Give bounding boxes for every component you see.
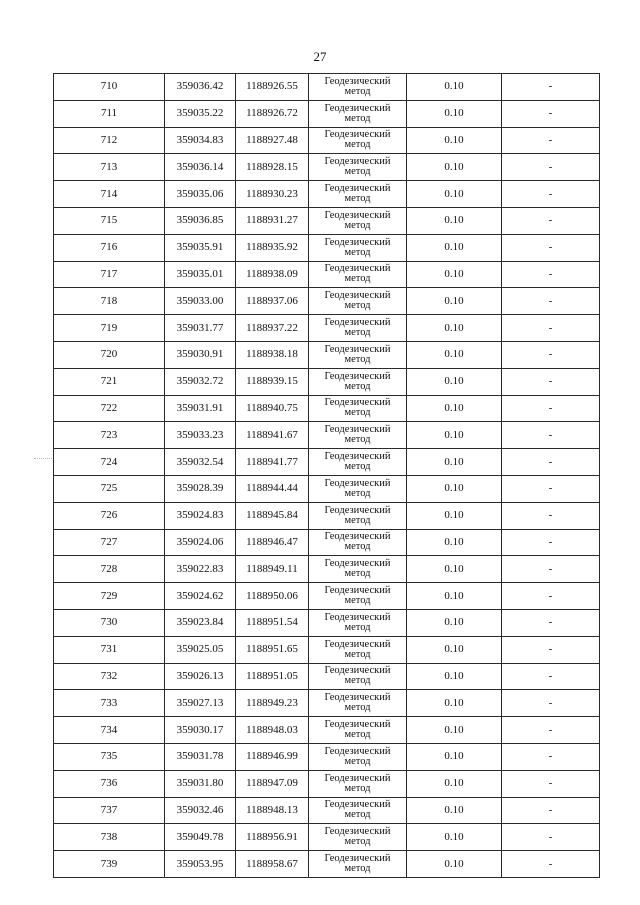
- method-line-2: метод: [344, 648, 371, 660]
- method-line-1: Геодезический: [324, 558, 391, 570]
- accuracy-cell: 0.10: [407, 797, 502, 824]
- method-cell: [309, 636, 407, 663]
- note-cell: -: [502, 502, 600, 529]
- note-cell: -: [502, 556, 600, 583]
- y-coordinate-cell: 1188937.06: [236, 288, 309, 315]
- x-coordinate-cell: 359035.06: [165, 181, 236, 208]
- table-row: [54, 288, 600, 315]
- accuracy-cell: 0.10: [407, 529, 502, 556]
- method-cell: [309, 824, 407, 851]
- method-line-2: метод: [344, 675, 371, 687]
- table-body: [54, 74, 600, 878]
- y-coordinate-cell: 1188926.72: [236, 100, 309, 127]
- point-number-cell: 737: [54, 797, 165, 824]
- table-row: [54, 368, 600, 395]
- accuracy-cell: 0.10: [407, 636, 502, 663]
- method-line-2: метод: [344, 836, 371, 848]
- method-line-2: метод: [344, 487, 371, 499]
- x-coordinate-cell: 359024.62: [165, 583, 236, 610]
- x-coordinate-cell: 359036.85: [165, 207, 236, 234]
- table-row: [54, 100, 600, 127]
- y-coordinate-cell: 1188944.44: [236, 475, 309, 502]
- y-coordinate-cell: 1188938.09: [236, 261, 309, 288]
- method-line-2: метод: [344, 702, 371, 714]
- point-number-cell: 733: [54, 690, 165, 717]
- accuracy-cell: 0.10: [407, 341, 502, 368]
- table-row: [54, 395, 600, 422]
- accuracy-cell: 0.10: [407, 127, 502, 154]
- method-line-2: метод: [344, 246, 371, 258]
- note-cell: -: [502, 234, 600, 261]
- y-coordinate-cell: 1188926.55: [236, 74, 309, 101]
- note-cell: -: [502, 824, 600, 851]
- table-row: [54, 851, 600, 878]
- method-cell: [309, 154, 407, 181]
- point-number-cell: 710: [54, 74, 165, 101]
- table-row: [54, 663, 600, 690]
- method-line-2: метод: [344, 380, 371, 392]
- note-cell: -: [502, 395, 600, 422]
- point-number-cell: 711: [54, 100, 165, 127]
- method-line-1: Геодезический: [324, 585, 391, 597]
- method-line-1: Геодезический: [324, 209, 391, 221]
- point-number-cell: 738: [54, 824, 165, 851]
- accuracy-cell: 0.10: [407, 609, 502, 636]
- note-cell: -: [502, 315, 600, 342]
- accuracy-cell: 0.10: [407, 288, 502, 315]
- y-coordinate-cell: 1188939.15: [236, 368, 309, 395]
- x-coordinate-cell: 359053.95: [165, 851, 236, 878]
- y-coordinate-cell: 1188941.77: [236, 449, 309, 476]
- accuracy-cell: 0.10: [407, 475, 502, 502]
- point-number-cell: 713: [54, 154, 165, 181]
- table-row: [54, 717, 600, 744]
- method-cell: [309, 663, 407, 690]
- method-line-2: метод: [344, 112, 371, 124]
- method-line-2: метод: [344, 407, 371, 419]
- method-cell: [309, 422, 407, 449]
- note-cell: -: [502, 663, 600, 690]
- accuracy-cell: 0.10: [407, 851, 502, 878]
- method-line-1: Геодезический: [324, 853, 391, 864]
- method-cell: [309, 690, 407, 717]
- method-line-2: метод: [344, 219, 371, 231]
- note-cell: -: [502, 127, 600, 154]
- note-cell: -: [502, 154, 600, 181]
- accuracy-cell: 0.10: [407, 261, 502, 288]
- x-coordinate-cell: 359028.39: [165, 475, 236, 502]
- y-coordinate-cell: 1188945.84: [236, 502, 309, 529]
- method-line-2: метод: [344, 166, 371, 178]
- x-coordinate-cell: 359036.42: [165, 74, 236, 101]
- method-line-1: Геодезический: [324, 370, 391, 382]
- y-coordinate-cell: 1188941.67: [236, 422, 309, 449]
- method-line-1: Геодезический: [324, 719, 391, 731]
- point-number-cell: 728: [54, 556, 165, 583]
- accuracy-cell: 0.10: [407, 449, 502, 476]
- method-line-1: Геодезический: [324, 183, 391, 195]
- y-coordinate-cell: 1188947.09: [236, 770, 309, 797]
- method-line-2: метод: [344, 595, 371, 607]
- note-cell: -: [502, 207, 600, 234]
- point-number-cell: 714: [54, 181, 165, 208]
- method-cell: [309, 743, 407, 770]
- method-cell: [309, 100, 407, 127]
- method-cell: [309, 127, 407, 154]
- method-line-1: Геодезический: [324, 75, 391, 87]
- x-coordinate-cell: 359024.06: [165, 529, 236, 556]
- accuracy-cell: 0.10: [407, 583, 502, 610]
- point-number-cell: 722: [54, 395, 165, 422]
- point-number-cell: 734: [54, 717, 165, 744]
- method-line-1: Геодезический: [324, 665, 391, 677]
- method-line-1: Геодезический: [324, 236, 391, 248]
- accuracy-cell: 0.10: [407, 234, 502, 261]
- method-cell: [309, 717, 407, 744]
- point-number-cell: 724: [54, 449, 165, 476]
- accuracy-cell: 0.10: [407, 690, 502, 717]
- method-line-2: метод: [344, 85, 371, 97]
- method-cell: [309, 341, 407, 368]
- y-coordinate-cell: 1188948.13: [236, 797, 309, 824]
- method-line-1: Геодезический: [324, 263, 391, 275]
- method-line-2: метод: [344, 353, 371, 365]
- accuracy-cell: 0.10: [407, 717, 502, 744]
- accuracy-cell: 0.10: [407, 770, 502, 797]
- x-coordinate-cell: 359032.72: [165, 368, 236, 395]
- x-coordinate-cell: 359031.77: [165, 315, 236, 342]
- point-number-cell: 730: [54, 609, 165, 636]
- method-cell: [309, 583, 407, 610]
- note-cell: -: [502, 475, 600, 502]
- table-row: [54, 609, 600, 636]
- accuracy-cell: 0.10: [407, 154, 502, 181]
- method-line-1: Геодезический: [324, 772, 391, 784]
- point-number-cell: 739: [54, 851, 165, 878]
- method-line-1: Геодезический: [324, 102, 391, 114]
- method-cell: [309, 315, 407, 342]
- method-cell: [309, 609, 407, 636]
- x-coordinate-cell: 359033.23: [165, 422, 236, 449]
- table-row: [54, 181, 600, 208]
- y-coordinate-cell: 1188937.22: [236, 315, 309, 342]
- accuracy-cell: 0.10: [407, 422, 502, 449]
- x-coordinate-cell: 359036.14: [165, 154, 236, 181]
- point-number-cell: 718: [54, 288, 165, 315]
- method-cell: [309, 770, 407, 797]
- accuracy-cell: 0.10: [407, 395, 502, 422]
- accuracy-cell: 0.10: [407, 74, 502, 101]
- scan-artifact: [34, 458, 52, 459]
- method-line-2: метод: [344, 461, 371, 473]
- table-row: [54, 154, 600, 181]
- point-number-cell: 727: [54, 529, 165, 556]
- accuracy-cell: 0.10: [407, 502, 502, 529]
- x-coordinate-cell: 359026.13: [165, 663, 236, 690]
- note-cell: -: [502, 636, 600, 663]
- method-line-2: метод: [344, 273, 371, 285]
- note-cell: -: [502, 583, 600, 610]
- method-line-1: Геодезический: [324, 156, 391, 168]
- y-coordinate-cell: 1188950.06: [236, 583, 309, 610]
- y-coordinate-cell: 1188951.54: [236, 609, 309, 636]
- table-row: [54, 529, 600, 556]
- accuracy-cell: 0.10: [407, 824, 502, 851]
- table-row: [54, 636, 600, 663]
- method-cell: [309, 74, 407, 101]
- x-coordinate-cell: 359033.00: [165, 288, 236, 315]
- method-cell: [309, 288, 407, 315]
- note-cell: -: [502, 368, 600, 395]
- table-row: [54, 127, 600, 154]
- method-cell: [309, 529, 407, 556]
- note-cell: -: [502, 851, 600, 878]
- x-coordinate-cell: 359022.83: [165, 556, 236, 583]
- y-coordinate-cell: 1188946.99: [236, 743, 309, 770]
- y-coordinate-cell: 1188948.03: [236, 717, 309, 744]
- method-cell: [309, 207, 407, 234]
- method-line-2: метод: [344, 300, 371, 312]
- method-line-1: Геодезический: [324, 638, 391, 650]
- method-cell: [309, 261, 407, 288]
- note-cell: -: [502, 288, 600, 315]
- x-coordinate-cell: 359035.01: [165, 261, 236, 288]
- x-coordinate-cell: 359025.05: [165, 636, 236, 663]
- point-number-cell: 732: [54, 663, 165, 690]
- x-coordinate-cell: 359027.13: [165, 690, 236, 717]
- point-number-cell: 712: [54, 127, 165, 154]
- point-number-cell: 729: [54, 583, 165, 610]
- point-number-cell: 723: [54, 422, 165, 449]
- method-line-1: Геодезический: [324, 343, 391, 355]
- table-row: [54, 797, 600, 824]
- method-line-1: Геодезический: [324, 129, 391, 141]
- table-row: [54, 422, 600, 449]
- method-line-1: Геодезический: [324, 397, 391, 409]
- x-coordinate-cell: 359031.78: [165, 743, 236, 770]
- note-cell: -: [502, 797, 600, 824]
- point-number-cell: 717: [54, 261, 165, 288]
- point-number-cell: 715: [54, 207, 165, 234]
- point-number-cell: 736: [54, 770, 165, 797]
- table-row: [54, 824, 600, 851]
- table-row: [54, 502, 600, 529]
- method-line-1: Геодезический: [324, 290, 391, 302]
- method-line-1: Геодезический: [324, 504, 391, 516]
- method-line-2: метод: [344, 809, 371, 821]
- note-cell: -: [502, 690, 600, 717]
- x-coordinate-cell: 359032.46: [165, 797, 236, 824]
- note-cell: -: [502, 261, 600, 288]
- y-coordinate-cell: 1188938.18: [236, 341, 309, 368]
- method-cell: [309, 475, 407, 502]
- x-coordinate-cell: 359031.91: [165, 395, 236, 422]
- method-cell: [309, 449, 407, 476]
- note-cell: -: [502, 529, 600, 556]
- table-row: [54, 341, 600, 368]
- note-cell: -: [502, 341, 600, 368]
- method-line-1: Геодезический: [324, 451, 391, 463]
- y-coordinate-cell: 1188935.92: [236, 234, 309, 261]
- method-cell: [309, 851, 407, 878]
- table-row: [54, 475, 600, 502]
- y-coordinate-cell: 1188951.05: [236, 663, 309, 690]
- method-line-1: Геодезический: [324, 692, 391, 704]
- y-coordinate-cell: 1188958.67: [236, 851, 309, 878]
- point-number-cell: 725: [54, 475, 165, 502]
- note-cell: -: [502, 770, 600, 797]
- y-coordinate-cell: 1188930.23: [236, 181, 309, 208]
- table-row: [54, 770, 600, 797]
- method-line-2: метод: [344, 434, 371, 446]
- y-coordinate-cell: 1188927.48: [236, 127, 309, 154]
- accuracy-cell: 0.10: [407, 743, 502, 770]
- y-coordinate-cell: 1188949.23: [236, 690, 309, 717]
- coordinates-table: [53, 73, 600, 878]
- table-row: [54, 583, 600, 610]
- table-row: [54, 234, 600, 261]
- method-line-2: метод: [344, 782, 371, 794]
- method-line-2: метод: [344, 621, 371, 633]
- method-line-2: метод: [344, 863, 371, 874]
- table-row: [54, 449, 600, 476]
- method-cell: [309, 502, 407, 529]
- accuracy-cell: 0.10: [407, 368, 502, 395]
- method-line-1: Геодезический: [324, 477, 391, 489]
- method-line-2: метод: [344, 193, 371, 205]
- x-coordinate-cell: 359049.78: [165, 824, 236, 851]
- method-line-1: Геодезический: [324, 799, 391, 811]
- note-cell: -: [502, 743, 600, 770]
- method-line-1: Геодезический: [324, 424, 391, 436]
- point-number-cell: 735: [54, 743, 165, 770]
- method-line-1: Геодезический: [324, 531, 391, 543]
- note-cell: -: [502, 181, 600, 208]
- method-cell: [309, 181, 407, 208]
- point-number-cell: 719: [54, 315, 165, 342]
- accuracy-cell: 0.10: [407, 181, 502, 208]
- note-cell: -: [502, 74, 600, 101]
- y-coordinate-cell: 1188940.75: [236, 395, 309, 422]
- method-cell: [309, 395, 407, 422]
- note-cell: -: [502, 609, 600, 636]
- point-number-cell: 731: [54, 636, 165, 663]
- x-coordinate-cell: 359023.84: [165, 609, 236, 636]
- method-cell: [309, 797, 407, 824]
- method-line-2: метод: [344, 514, 371, 526]
- table-row: [54, 74, 600, 101]
- y-coordinate-cell: 1188949.11: [236, 556, 309, 583]
- note-cell: -: [502, 717, 600, 744]
- table-row: [54, 207, 600, 234]
- x-coordinate-cell: 359034.83: [165, 127, 236, 154]
- table-row: [54, 556, 600, 583]
- table-row: [54, 690, 600, 717]
- method-line-2: метод: [344, 327, 371, 339]
- method-line-2: метод: [344, 139, 371, 151]
- table-row: [54, 261, 600, 288]
- point-number-cell: 716: [54, 234, 165, 261]
- x-coordinate-cell: 359035.91: [165, 234, 236, 261]
- method-line-2: метод: [344, 755, 371, 767]
- y-coordinate-cell: 1188928.15: [236, 154, 309, 181]
- x-coordinate-cell: 359030.17: [165, 717, 236, 744]
- y-coordinate-cell: 1188946.47: [236, 529, 309, 556]
- accuracy-cell: 0.10: [407, 315, 502, 342]
- table-row: [54, 743, 600, 770]
- point-number-cell: 726: [54, 502, 165, 529]
- method-line-1: Геодезический: [324, 745, 391, 757]
- accuracy-cell: 0.10: [407, 207, 502, 234]
- method-line-2: метод: [344, 541, 371, 553]
- method-line-1: Геодезический: [324, 826, 391, 838]
- x-coordinate-cell: 359030.91: [165, 341, 236, 368]
- page-number: 27: [313, 49, 327, 64]
- accuracy-cell: 0.10: [407, 100, 502, 127]
- method-line-1: Геодезический: [324, 611, 391, 623]
- method-line-1: Геодезический: [324, 317, 391, 329]
- accuracy-cell: 0.10: [407, 663, 502, 690]
- note-cell: -: [502, 100, 600, 127]
- x-coordinate-cell: 359035.22: [165, 100, 236, 127]
- point-number-cell: 720: [54, 341, 165, 368]
- x-coordinate-cell: 359024.83: [165, 502, 236, 529]
- method-cell: [309, 556, 407, 583]
- table-row: [54, 315, 600, 342]
- note-cell: -: [502, 449, 600, 476]
- point-number-cell: 721: [54, 368, 165, 395]
- x-coordinate-cell: 359031.80: [165, 770, 236, 797]
- method-line-2: метод: [344, 568, 371, 580]
- y-coordinate-cell: 1188956.91: [236, 824, 309, 851]
- note-cell: -: [502, 422, 600, 449]
- accuracy-cell: 0.10: [407, 556, 502, 583]
- method-cell: [309, 234, 407, 261]
- method-cell: [309, 368, 407, 395]
- y-coordinate-cell: 1188931.27: [236, 207, 309, 234]
- method-line-2: метод: [344, 729, 371, 741]
- y-coordinate-cell: 1188951.65: [236, 636, 309, 663]
- x-coordinate-cell: 359032.54: [165, 449, 236, 476]
